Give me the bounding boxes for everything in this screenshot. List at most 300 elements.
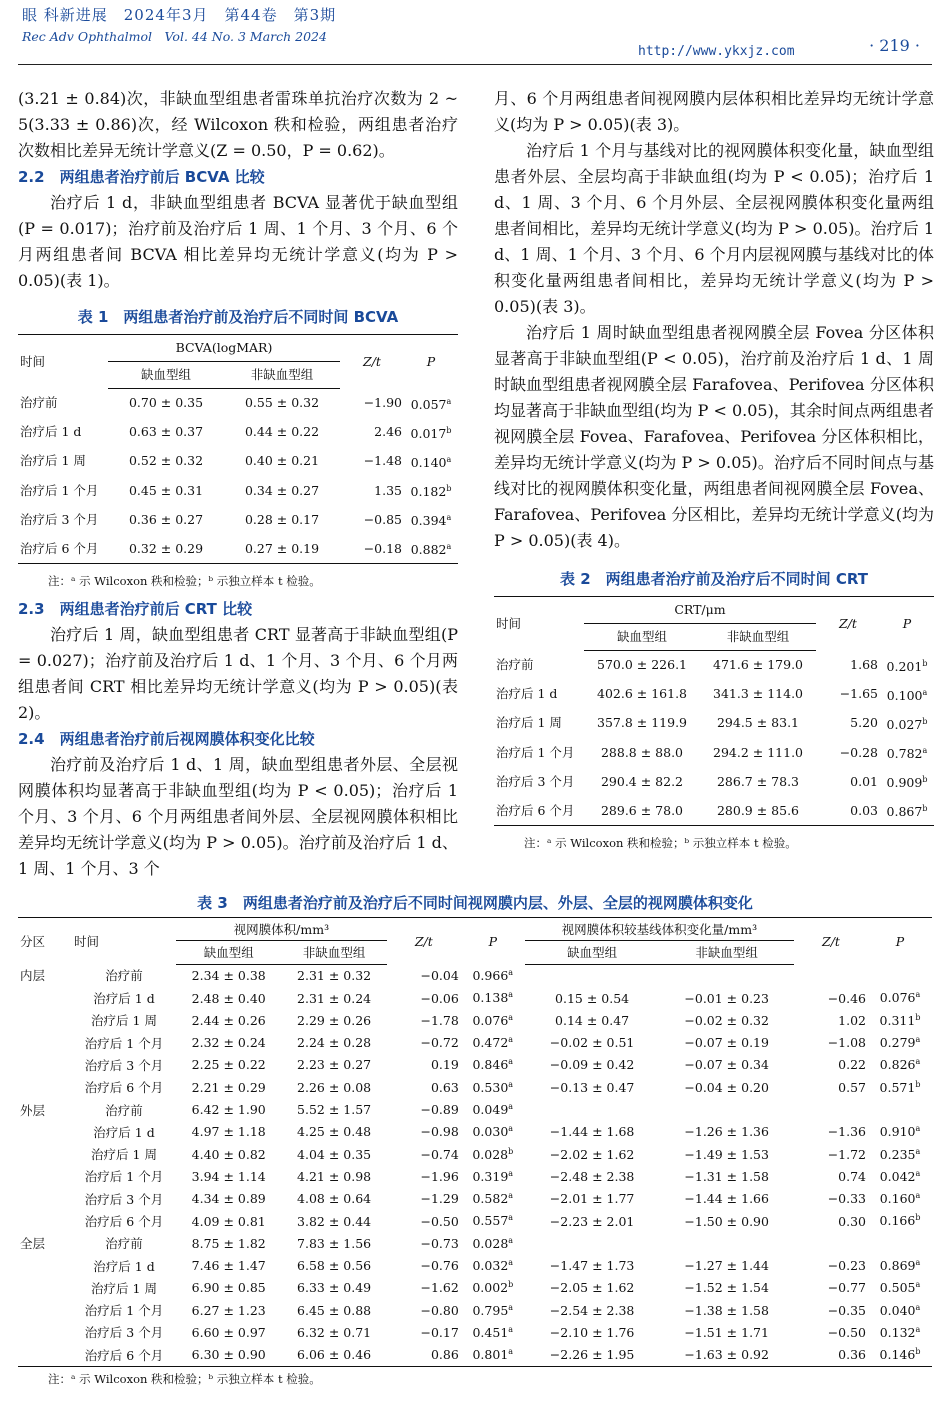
table-row [18, 447, 458, 476]
table-row [18, 389, 458, 418]
cell-p [404, 418, 458, 447]
cell-chg-p-value: 0.146 [879, 1347, 916, 1363]
table-row [18, 1031, 932, 1053]
cell-chg-p [868, 1277, 932, 1299]
table-row [18, 1165, 932, 1187]
cell-time: 治疗后 1 个月 [84, 1169, 164, 1185]
cell-z: 2.46 [374, 424, 402, 440]
section-2-4-heading: 2.4 两组患者治疗前后视网膜体积变化比较 [18, 730, 315, 749]
cell-chg-p-test-mark: a [915, 1124, 921, 1134]
table-1-note: 注：ᵃ 示 Wilcoxon 秩和检验；ᵇ 示独立样本 t 检验。 [48, 574, 321, 589]
table-3-header-z1: Z/t [387, 918, 461, 965]
cell-chg-p-test-mark: a [915, 1324, 921, 1334]
cell-chg-ischemic: −2.23 ± 2.01 [549, 1213, 635, 1229]
cell-chg-nonischemic: −1.38 ± 1.58 [684, 1302, 769, 1318]
cell-chg-z: −0.35 [827, 1302, 866, 1318]
cell-chg-nonischemic: −0.01 ± 0.23 [684, 990, 769, 1006]
cell-chg-p [868, 1232, 932, 1254]
cell-vol-nonischemic: 2.23 ± 0.27 [297, 1057, 372, 1073]
cell-vol-nonischemic: 4.04 ± 0.35 [297, 1146, 372, 1162]
table-row [18, 1344, 932, 1367]
cell-p [461, 1210, 525, 1232]
cell-chg-p [868, 1299, 932, 1321]
cell-p [461, 1188, 525, 1210]
cell-p [404, 534, 458, 564]
cell-p-test-mark: a [508, 1324, 514, 1334]
table-3-header-z2: Z/t [794, 918, 868, 965]
cell-chg-p-value: 0.279 [879, 1035, 916, 1051]
cell-chg-p-value: 0.869 [879, 1258, 916, 1274]
cell-ischemic: 0.52 ± 0.32 [128, 453, 204, 469]
cell-p-test-mark: a [446, 542, 452, 552]
cell-z: −0.98 [420, 1124, 459, 1140]
cell-p-test-mark: a [446, 513, 452, 523]
table-row [18, 964, 932, 987]
cell-chg-p [868, 1031, 932, 1053]
cell-p-value: 0.530 [472, 1079, 509, 1095]
cell-p [461, 1299, 525, 1321]
cell-z: −0.73 [420, 1235, 459, 1251]
cell-p-test-mark: b [446, 483, 452, 493]
cell-ischemic: 0.36 ± 0.27 [128, 511, 204, 527]
cell-chg-p-test-mark: b [915, 1347, 921, 1357]
cell-region [18, 1299, 72, 1321]
table-row [494, 738, 934, 767]
cell-nonischemic: 341.3 ± 114.0 [713, 686, 803, 702]
left-column [18, 86, 458, 882]
cell-z: 0.63 [430, 1079, 459, 1095]
section-2-2-text: 治疗后 1 d，非缺血型组患者 BCVA 显著优于缺血型组(P = 0.017)；治疗前及治疗后 1 周、1 个月、3 个月、6 个月两组患者间 BCVA 相比差异均无统计学意义(均为 P > 0.05)(表 1)。 [18, 193, 458, 290]
cell-ischemic: 0.32 ± 0.29 [108, 534, 224, 564]
cell-p-value: 0.472 [472, 1035, 509, 1051]
table-row [18, 1143, 932, 1165]
cell-chg-nonischemic: −1.50 ± 0.90 [684, 1213, 769, 1229]
cell-chg-p-test-mark: a [915, 990, 921, 1000]
cell-p [880, 680, 934, 709]
right-column [494, 86, 934, 856]
cell-p [880, 651, 934, 680]
cell-chg-z: 0.57 [838, 1079, 866, 1095]
cell-ischemic: 402.6 ± 161.8 [597, 686, 687, 702]
table-2-caption: 表 2 两组患者治疗前及治疗后不同时间 CRT [560, 570, 868, 588]
cell-p-test-mark: b [922, 716, 928, 726]
table-3-header-p1: P [461, 918, 525, 965]
cell-z: −0.85 [363, 511, 402, 527]
cell-z: −0.50 [420, 1213, 459, 1229]
cell-region: 全层 [20, 1236, 46, 1252]
cell-chg-ischemic: −1.47 ± 1.73 [549, 1258, 635, 1274]
cell-p-value: 0.582 [472, 1191, 509, 1207]
cell-z: −0.74 [420, 1146, 459, 1162]
cell-region [18, 1277, 72, 1299]
table-row [18, 1098, 932, 1120]
cell-z: −1.78 [420, 1012, 459, 1028]
paragraph-r1: 月、6 个月两组患者间视网膜内层体积相比差异均无统计学意义(均为 P > 0.05)(表 3)。 [494, 89, 934, 134]
section-2-2-heading: 2.2 两组患者治疗前后 BCVA 比较 [18, 168, 265, 186]
cell-chg-z: −0.77 [827, 1280, 866, 1296]
cell-vol-nonischemic: 6.32 ± 0.71 [297, 1324, 372, 1340]
cell-chg-ischemic: −0.02 ± 0.51 [549, 1035, 635, 1051]
cell-chg-z: −1.72 [827, 1146, 866, 1162]
cell-p-test-mark: a [508, 1191, 514, 1201]
cell-p [461, 1098, 525, 1120]
cell-p-test-mark: b [922, 775, 928, 785]
cell-chg-p-value: 0.235 [879, 1146, 916, 1162]
cell-z: −0.18 [340, 534, 404, 564]
table-2-header-group: CRT/μm [584, 597, 816, 624]
table-3-header-region: 分区 [18, 918, 72, 965]
cell-time: 治疗后 3 个月 [84, 1325, 164, 1341]
cell-vol-nonischemic: 3.82 ± 0.44 [297, 1213, 372, 1229]
cell-p-test-mark: a [446, 454, 452, 464]
cell-p [404, 505, 458, 534]
cell-chg-z: 0.36 [794, 1344, 868, 1367]
cell-p-test-mark: a [508, 967, 514, 977]
cell-chg-ischemic [525, 1098, 660, 1120]
table-row [18, 1232, 932, 1254]
table-2-header-time: 时间 [494, 597, 584, 651]
cell-vol-nonischemic: 6.58 ± 0.56 [297, 1258, 372, 1274]
cell-nonischemic: 471.6 ± 179.0 [713, 657, 803, 673]
table-row [18, 1321, 932, 1343]
cell-p-value: 0.140 [410, 454, 447, 470]
cell-chg-nonischemic: −1.26 ± 1.36 [684, 1124, 769, 1140]
cell-chg-p-value: 0.042 [879, 1168, 916, 1184]
cell-region [18, 1210, 72, 1232]
cell-ischemic: 288.8 ± 88.0 [600, 744, 684, 760]
cell-chg-nonischemic: −0.07 ± 0.19 [684, 1035, 769, 1051]
cell-vol-ischemic: 4.34 ± 0.89 [191, 1191, 266, 1207]
cell-time: 治疗后 3 个月 [84, 1191, 164, 1207]
cell-time: 治疗后 1 d [93, 991, 155, 1007]
cell-vol-nonischemic: 2.26 ± 0.08 [297, 1079, 372, 1095]
cell-p-value: 0.076 [472, 1012, 509, 1028]
cell-vol-ischemic: 2.21 ± 0.29 [191, 1079, 266, 1095]
cell-p-test-mark: b [508, 1280, 514, 1290]
cell-vol-nonischemic: 4.08 ± 0.64 [297, 1191, 372, 1207]
cell-chg-z: −1.36 [827, 1124, 866, 1140]
cell-vol-ischemic: 2.32 ± 0.24 [191, 1035, 266, 1051]
cell-chg-ischemic [525, 1232, 660, 1254]
paragraph-continued: (3.21 ± 0.84)次，非缺血型组患者雷珠单抗治疗次数为 2 ~ 5(3.33 ± 0.86)次，经 Wilcoxon 秩和检验，两组患者治疗次数相比差异无统计学意义(Z = 0.50，P = 0.62)。 [18, 89, 458, 160]
cell-p-value: 0.002 [472, 1280, 509, 1296]
cell-chg-nonischemic [659, 1098, 794, 1120]
table-2-header-nonischemic: 非缺血型组 [700, 624, 816, 651]
cell-chg-p-test-mark: a [915, 1191, 921, 1201]
cell-chg-z: −0.50 [827, 1324, 866, 1340]
cell-nonischemic: 0.44 ± 0.22 [244, 424, 320, 440]
cell-time: 治疗后 6 个月 [494, 796, 584, 826]
table-row [494, 709, 934, 738]
cell-chg-ischemic: −2.48 ± 2.38 [549, 1168, 635, 1184]
cell-p-value: 0.027 [886, 716, 923, 732]
cell-p-test-mark: a [508, 1057, 514, 1067]
cell-p [880, 709, 934, 738]
table-3-header-volume: 视网膜体积/mm³ [176, 918, 387, 941]
cell-p-test-mark: a [508, 1124, 514, 1134]
table-3-header-vol-nonischemic: 非缺血型组 [281, 941, 386, 964]
cell-nonischemic: 294.2 ± 111.0 [713, 744, 803, 760]
cell-chg-ischemic: 0.14 ± 0.47 [555, 1012, 630, 1028]
cell-ischemic: 290.4 ± 82.2 [600, 773, 684, 789]
cell-vol-nonischemic: 4.21 ± 0.98 [297, 1168, 372, 1184]
cell-chg-ischemic: 0.15 ± 0.54 [555, 990, 630, 1006]
table-3 [18, 892, 932, 1387]
cell-vol-ischemic: 6.27 ± 1.23 [191, 1302, 266, 1318]
cell-vol-nonischemic: 6.45 ± 0.88 [297, 1302, 372, 1318]
cell-p-test-mark: a [508, 1079, 514, 1089]
table-row [18, 1254, 932, 1276]
table-row [18, 505, 458, 534]
cell-region [18, 1031, 72, 1053]
cell-nonischemic: 280.9 ± 85.6 [700, 796, 816, 826]
cell-p [461, 1321, 525, 1343]
cell-chg-ischemic: −2.05 ± 1.62 [549, 1280, 635, 1296]
cell-z: 1.35 [374, 482, 402, 498]
cell-p [461, 1031, 525, 1053]
cell-time: 治疗前 [20, 395, 58, 411]
cell-chg-z: 0.30 [838, 1213, 866, 1229]
cell-time: 治疗后 6 个月 [84, 1080, 164, 1096]
table-row [18, 1076, 932, 1098]
cell-region [18, 1121, 72, 1143]
cell-p-test-mark: b [922, 804, 928, 814]
cell-p [461, 1232, 525, 1254]
table-3-caption: 表 3 两组患者治疗前及治疗后不同时间视网膜内层、外层、全层的视网膜体积变化 [197, 894, 753, 912]
cell-p [461, 1121, 525, 1143]
cell-p-value: 0.557 [472, 1213, 509, 1229]
cell-vol-nonischemic: 2.24 ± 0.28 [297, 1035, 372, 1051]
cell-p [461, 1054, 525, 1076]
cell-p-test-mark: a [508, 1258, 514, 1268]
cell-chg-p [868, 1076, 932, 1098]
cell-time: 治疗前 [105, 968, 143, 984]
cell-chg-z: −1.08 [827, 1035, 866, 1051]
paragraph-r2: 治疗后 1 个月与基线对比的视网膜体积变化量，缺血型组患者外层、全层均高于非缺血组(均为 P < 0.05)；治疗后 1 d、1 周、3 个月、6 个月外层、全层视网膜体积变化量两组患者间相比，差异均无统计学意义(均为 P > 0.05)。治疗后 1 d、1 周、1 个月、3 个月、6 个月内层视网膜与基线对比的体积变化量两组患者间相比，差异均无统计学意义(均为 P > 0.05)(表 3)。 [494, 141, 934, 316]
cell-chg-p [868, 1121, 932, 1143]
cell-nonischemic: 0.27 ± 0.19 [224, 534, 340, 564]
cell-p [461, 1009, 525, 1031]
cell-ischemic: 570.0 ± 226.1 [597, 657, 687, 673]
cell-chg-p-value: 0.826 [879, 1057, 916, 1073]
cell-chg-p-value: 0.571 [879, 1079, 916, 1095]
cell-time: 治疗后 3 个月 [84, 1057, 164, 1073]
cell-z: −1.90 [363, 395, 402, 411]
cell-region [18, 1188, 72, 1210]
cell-time: 治疗后 1 周 [20, 453, 86, 469]
cell-chg-p-value: 0.040 [879, 1302, 916, 1318]
cell-chg-p-test-mark: a [915, 1258, 921, 1268]
table-row [494, 767, 934, 796]
cell-z: −0.80 [420, 1302, 459, 1318]
cell-p-value: 0.182 [410, 484, 447, 500]
cell-p-value: 0.867 [886, 804, 923, 820]
cell-chg-ischemic [525, 964, 660, 987]
cell-chg-z: 1.02 [838, 1012, 866, 1028]
cell-chg-p [868, 1009, 932, 1031]
cell-chg-nonischemic: −1.31 ± 1.58 [684, 1168, 769, 1184]
cell-ischemic: 0.70 ± 0.35 [128, 395, 204, 411]
cell-region [18, 1321, 72, 1343]
table-3-header-change: 视网膜体积较基线体积变化量/mm³ [525, 918, 794, 941]
cell-p-value: 0.201 [886, 658, 923, 674]
cell-time: 治疗后 1 个月 [20, 482, 99, 498]
cell-p-value: 0.138 [472, 990, 509, 1006]
cell-p-value: 0.030 [472, 1124, 509, 1140]
paragraph-r3: 治疗后 1 周时缺血型组患者视网膜全层 Fovea 分区体积显著高于非缺血型组(P < 0.05)，治疗前及治疗后 1 d、1 周时缺血型组患者视网膜全层 Farafovea、Perifovea 分区体积均显著高于非缺血型组(均为 P < 0.05)，其余时间点两组患者视网膜全层 Fovea、Farafovea、Perifovea 分区体积相比，差异均无统计学意义(均为 P > 0.05)。治疗后不同时间点与基线对比的视网膜体积变化量，两组患者间视网膜全层 Fovea、Farafovea、Perifovea 分区相比，差异均无统计学意义(均为 P > 0.05)(表 4)。 [494, 323, 934, 550]
cell-chg-z: 0.22 [838, 1057, 866, 1073]
cell-time: 治疗后 3 个月 [20, 511, 99, 527]
cell-nonischemic: 294.5 ± 83.1 [716, 715, 800, 731]
cell-vol-ischemic: 3.94 ± 1.14 [191, 1168, 266, 1184]
cell-vol-ischemic: 4.09 ± 0.81 [191, 1213, 266, 1229]
table-2 [494, 566, 934, 856]
cell-vol-nonischemic: 2.31 ± 0.24 [297, 990, 372, 1006]
cell-ischemic: 0.45 ± 0.31 [128, 482, 204, 498]
cell-time: 治疗前 [105, 1102, 143, 1118]
cell-vol-nonischemic: 2.29 ± 0.26 [297, 1012, 372, 1028]
cell-chg-nonischemic [659, 1232, 794, 1254]
cell-time: 治疗后 6 个月 [72, 1344, 176, 1367]
cell-time: 治疗后 1 d [93, 1124, 155, 1140]
cell-p-test-mark: a [508, 1101, 514, 1111]
cell-vol-ischemic: 2.44 ± 0.26 [191, 1012, 266, 1028]
cell-vol-nonischemic: 7.83 ± 1.56 [297, 1235, 372, 1251]
cell-chg-p [868, 1321, 932, 1343]
cell-nonischemic: 0.40 ± 0.21 [244, 453, 320, 469]
cell-p-test-mark: a [508, 1235, 514, 1245]
cell-chg-p-value: 0.160 [879, 1191, 916, 1207]
table-3-note: 注：ᵃ 示 Wilcoxon 秩和检验；ᵇ 示独立样本 t 检验。 [48, 1371, 321, 1386]
cell-p [880, 767, 934, 796]
table-row [18, 1299, 932, 1321]
cell-p-test-mark: a [922, 745, 928, 755]
cell-region [18, 1076, 72, 1098]
table-1-header-z: Z/t [340, 335, 404, 389]
cell-chg-ischemic: −1.44 ± 1.68 [549, 1124, 635, 1140]
cell-vol-ischemic: 6.30 ± 0.90 [176, 1344, 281, 1367]
table-1-header-ischemic: 缺血型组 [108, 362, 224, 389]
cell-p-value: 0.394 [410, 513, 447, 529]
cell-chg-p [868, 1188, 932, 1210]
cell-chg-z [794, 964, 868, 987]
cell-time: 治疗后 1 周 [91, 1013, 157, 1029]
cell-vol-nonischemic: 6.33 ± 0.49 [297, 1280, 372, 1296]
cell-region [18, 1165, 72, 1187]
cell-chg-p-value: 0.505 [879, 1280, 916, 1296]
cell-vol-nonischemic: 5.52 ± 1.57 [297, 1102, 372, 1118]
cell-z: 0.19 [430, 1057, 459, 1073]
cell-ischemic: 289.6 ± 78.0 [584, 796, 700, 826]
cell-p [461, 1277, 525, 1299]
cell-p-value: 0.909 [886, 775, 923, 791]
cell-z: −0.06 [420, 990, 459, 1006]
table-3-header-p2: P [868, 918, 932, 965]
cell-p [461, 1254, 525, 1276]
table-3-header-vol-ischemic: 缺血型组 [176, 941, 281, 964]
cell-region [18, 1254, 72, 1276]
cell-chg-p-test-mark: a [915, 1302, 921, 1312]
cell-region [18, 1344, 72, 1367]
cell-vol-ischemic: 2.48 ± 0.40 [191, 990, 266, 1006]
cell-p-test-mark: a [508, 1168, 514, 1178]
cell-vol-ischemic: 4.97 ± 1.18 [191, 1124, 266, 1140]
cell-p-test-mark: b [508, 1146, 514, 1156]
cell-chg-ischemic: −0.13 ± 0.47 [549, 1079, 635, 1095]
cell-chg-nonischemic: −1.27 ± 1.44 [684, 1258, 769, 1274]
cell-chg-p-value: 0.076 [879, 990, 916, 1006]
cell-chg-p-test-mark: b [915, 1079, 921, 1089]
cell-p-value: 0.801 [472, 1347, 509, 1363]
cell-time: 治疗后 1 个月 [84, 1035, 164, 1051]
cell-p-test-mark: b [922, 658, 928, 668]
cell-region: 外层 [20, 1102, 46, 1118]
section-2-3-text: 治疗后 1 周，缺血型组患者 CRT 显著高于非缺血型组(P = 0.027)；治疗前及治疗后 1 d、1 个月、3 个月、6 个月两组患者间 CRT 相比差异均无统计学意义(均为 P > 0.05)(表 2)。 [18, 625, 458, 723]
journal-title-cn: 眼 科新进展 2024年3月 第44卷 第3期 [22, 6, 337, 24]
cell-p-value: 0.028 [472, 1146, 509, 1162]
cell-chg-p-test-mark: a [915, 1146, 921, 1156]
cell-chg-z: −0.23 [827, 1258, 866, 1274]
cell-region [18, 987, 72, 1009]
cell-chg-p-value: 0.132 [879, 1325, 916, 1341]
cell-z: −0.76 [420, 1258, 459, 1274]
cell-chg-p-test-mark: b [915, 1012, 921, 1022]
cell-p-value: 0.882 [410, 542, 447, 558]
cell-p [461, 1143, 525, 1165]
cell-p-value: 0.846 [472, 1057, 509, 1073]
cell-z: −1.96 [420, 1168, 459, 1184]
table-row [18, 1009, 932, 1031]
cell-p-value: 0.782 [886, 746, 923, 762]
table-row [18, 1210, 932, 1232]
table-2-header-p: P [880, 597, 934, 651]
cell-p-value: 0.451 [472, 1325, 509, 1341]
table-row [494, 680, 934, 709]
cell-vol-ischemic: 2.25 ± 0.22 [191, 1057, 266, 1073]
cell-time: 治疗后 3 个月 [496, 773, 575, 789]
cell-p [880, 796, 934, 826]
cell-vol-ischemic: 4.40 ± 0.82 [191, 1146, 266, 1162]
cell-vol-ischemic: 6.42 ± 1.90 [191, 1102, 266, 1118]
cell-p [461, 1344, 525, 1367]
cell-chg-nonischemic: −0.02 ± 0.32 [684, 1012, 769, 1028]
cell-p-test-mark: a [508, 1213, 514, 1223]
cell-p-test-mark: a [508, 1347, 514, 1357]
cell-z: −1.48 [363, 453, 402, 469]
table-1-caption: 表 1 两组患者治疗前及治疗后不同时间 BCVA [77, 308, 399, 326]
cell-vol-nonischemic: 2.31 ± 0.32 [297, 968, 372, 984]
cell-p-value: 0.795 [472, 1302, 509, 1318]
cell-chg-p-value: 0.166 [879, 1213, 916, 1229]
cell-p-value: 0.032 [472, 1258, 509, 1274]
cell-z: −1.65 [839, 686, 878, 702]
journal-url[interactable]: http://www.ykxjz.com [638, 44, 795, 59]
table-1 [18, 304, 458, 594]
table-3-header-time: 时间 [72, 918, 176, 965]
cell-p [461, 964, 525, 987]
cell-time: 治疗后 1 个月 [496, 744, 575, 760]
table-row [18, 418, 458, 447]
cell-time: 治疗后 1 d [93, 1258, 155, 1274]
table-2-header-z: Z/t [816, 597, 880, 651]
cell-p-test-mark: a [508, 1302, 514, 1312]
cell-chg-p [868, 1344, 932, 1367]
table-3-header-chg-ischemic: 缺血型组 [525, 941, 660, 964]
cell-p [461, 1165, 525, 1187]
cell-p-value: 0.057 [410, 396, 447, 412]
cell-chg-p [868, 1254, 932, 1276]
cell-z: −0.17 [420, 1324, 459, 1340]
